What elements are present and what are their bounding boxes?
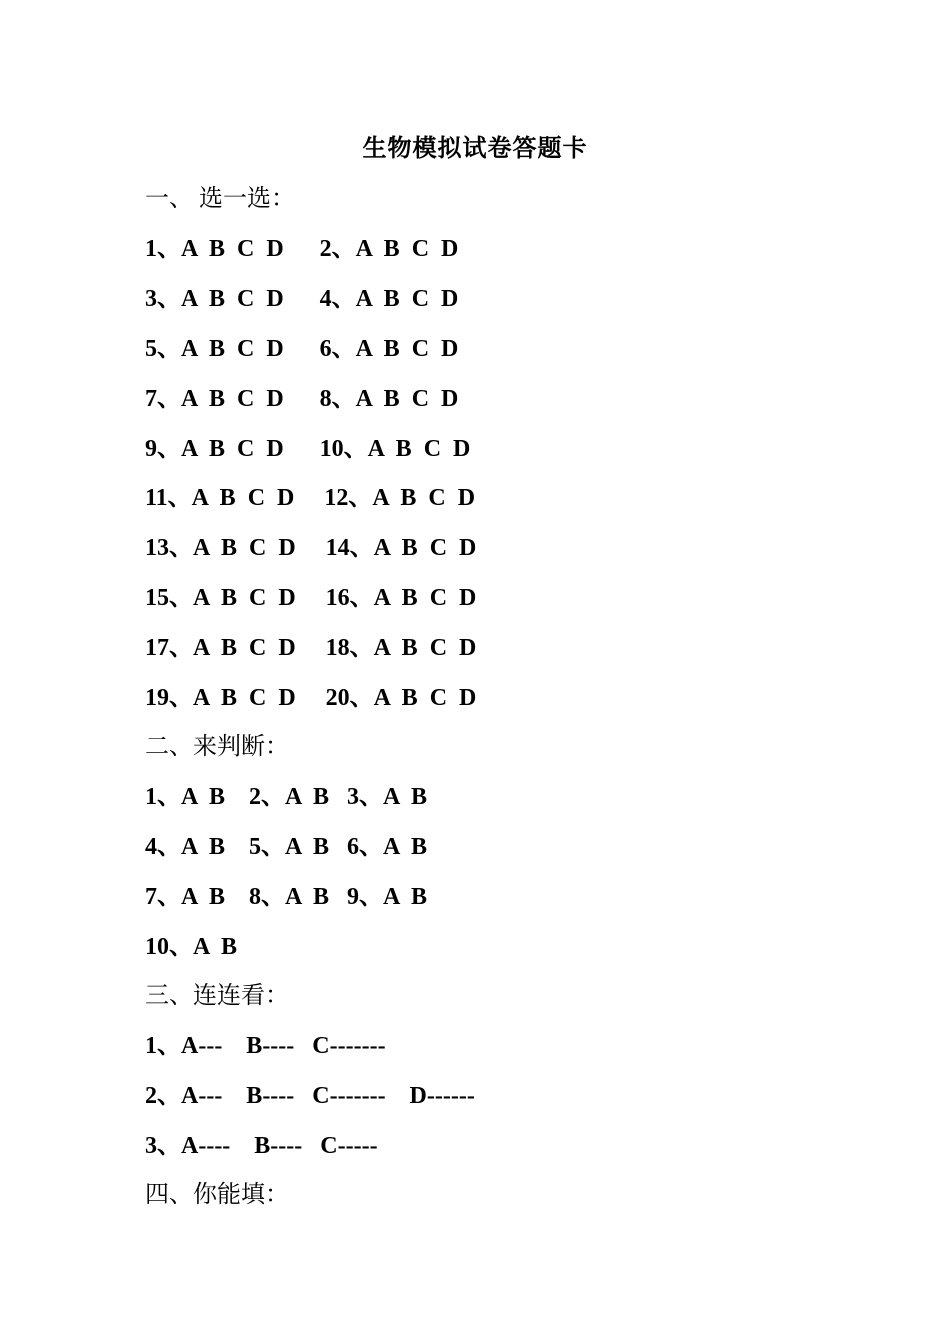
section-heading-multiple-choice: 一、 选一选：: [145, 186, 295, 212]
section-heading-true-false: 二、来判断：: [145, 734, 289, 760]
choice-row: 17、A B C D 18、A B C D: [145, 635, 477, 661]
choice-row: 13、A B C D 14、A B C D: [145, 535, 477, 561]
choice-row: 7、A B C D 8、A B C D: [145, 386, 459, 412]
choice-row: 19、A B C D 20、A B C D: [145, 685, 477, 711]
judge-row: 7、A B 8、A B 9、A B: [145, 884, 428, 910]
choice-row: 1、A B C D 2、A B C D: [145, 236, 459, 262]
matching-row: 3、A---- B---- C-----: [145, 1133, 378, 1159]
choice-row: 15、A B C D 16、A B C D: [145, 585, 477, 611]
choice-row: 5、A B C D 6、A B C D: [145, 336, 459, 362]
choice-row: 9、A B C D 10、A B C D: [145, 436, 471, 462]
judge-row: 10、A B: [145, 934, 238, 960]
matching-row: 1、A--- B---- C-------: [145, 1033, 386, 1059]
page-title: 生物模拟试卷答题卡: [362, 136, 588, 162]
matching-row: 2、A--- B---- C------- D------: [145, 1083, 475, 1109]
section-heading-fill-in: 四、你能填：: [145, 1182, 289, 1208]
judge-row: 1、A B 2、A B 3、A B: [145, 784, 428, 810]
choice-row: 3、A B C D 4、A B C D: [145, 286, 459, 312]
section-heading-matching: 三、连连看：: [145, 983, 289, 1009]
judge-row: 4、A B 5、A B 6、A B: [145, 834, 428, 860]
choice-row: 11、A B C D 12、A B C D: [145, 485, 476, 511]
